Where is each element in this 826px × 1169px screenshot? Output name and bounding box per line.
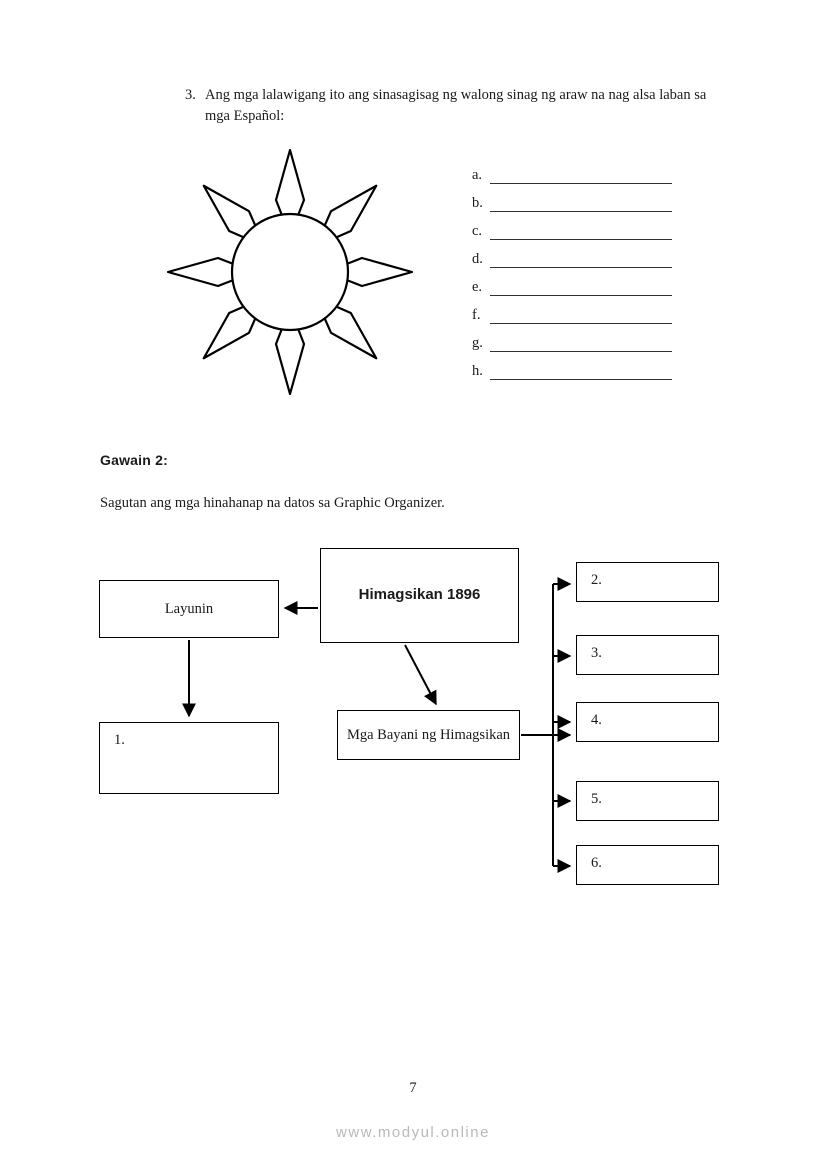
answer-label: g. xyxy=(472,334,483,351)
answer-blank-g[interactable] xyxy=(490,337,672,352)
answer-row xyxy=(472,184,672,212)
organizer-blank-1[interactable]: 1. xyxy=(99,722,279,794)
organizer-blank-5[interactable]: 5. xyxy=(576,781,719,821)
organizer-center-box: Himagsikan 1896 xyxy=(320,548,519,643)
gawain-heading: Gawain 2: xyxy=(100,452,168,468)
question-number: 3. xyxy=(185,87,196,103)
organizer-bayani-box: Mga Bayani ng Himagsikan xyxy=(337,710,520,760)
answer-label: a. xyxy=(472,166,483,183)
organizer-blank-6[interactable]: 6. xyxy=(576,845,719,885)
answer-row xyxy=(472,268,672,296)
answer-row xyxy=(472,240,672,268)
eight-ray-sun-figure xyxy=(140,135,440,410)
answer-row xyxy=(472,352,672,380)
question-text: Ang mga lalawigang ito ang sinasagisag ng walong sinag ng araw na nag alsa laban sa mga Español: xyxy=(205,87,707,125)
answer-blank-e[interactable] xyxy=(490,281,672,296)
answer-blank-h[interactable] xyxy=(490,365,672,380)
question-3 xyxy=(185,85,730,127)
answer-label: f. xyxy=(472,306,481,323)
answer-row xyxy=(472,156,672,184)
answer-blank-b[interactable] xyxy=(490,197,672,212)
answer-blank-f[interactable] xyxy=(490,309,672,324)
organizer-blank-2[interactable]: 2. xyxy=(576,562,719,602)
answer-row xyxy=(472,212,672,240)
organizer-blank-4[interactable]: 4. xyxy=(576,702,719,742)
gawain-instruction: Sagutan ang mga hinahanap na datos sa Graphic Organizer. xyxy=(100,495,445,511)
answer-label: h. xyxy=(472,362,483,379)
organizer-layunin-box: Layunin xyxy=(99,580,279,638)
watermark: www.modyul.online xyxy=(336,1124,490,1141)
answer-label: b. xyxy=(472,194,483,211)
page-number: 7 xyxy=(409,1080,417,1096)
answer-blank-c[interactable] xyxy=(490,225,672,240)
answer-label: c. xyxy=(472,222,483,239)
answer-blank-a[interactable] xyxy=(490,169,672,184)
answer-row xyxy=(472,324,672,352)
answer-row xyxy=(472,296,672,324)
answer-label: e. xyxy=(472,278,483,295)
answer-lines xyxy=(472,156,672,380)
organizer-blank-3[interactable]: 3. xyxy=(576,635,719,675)
answer-label: d. xyxy=(472,250,483,267)
answer-blank-d[interactable] xyxy=(490,253,672,268)
